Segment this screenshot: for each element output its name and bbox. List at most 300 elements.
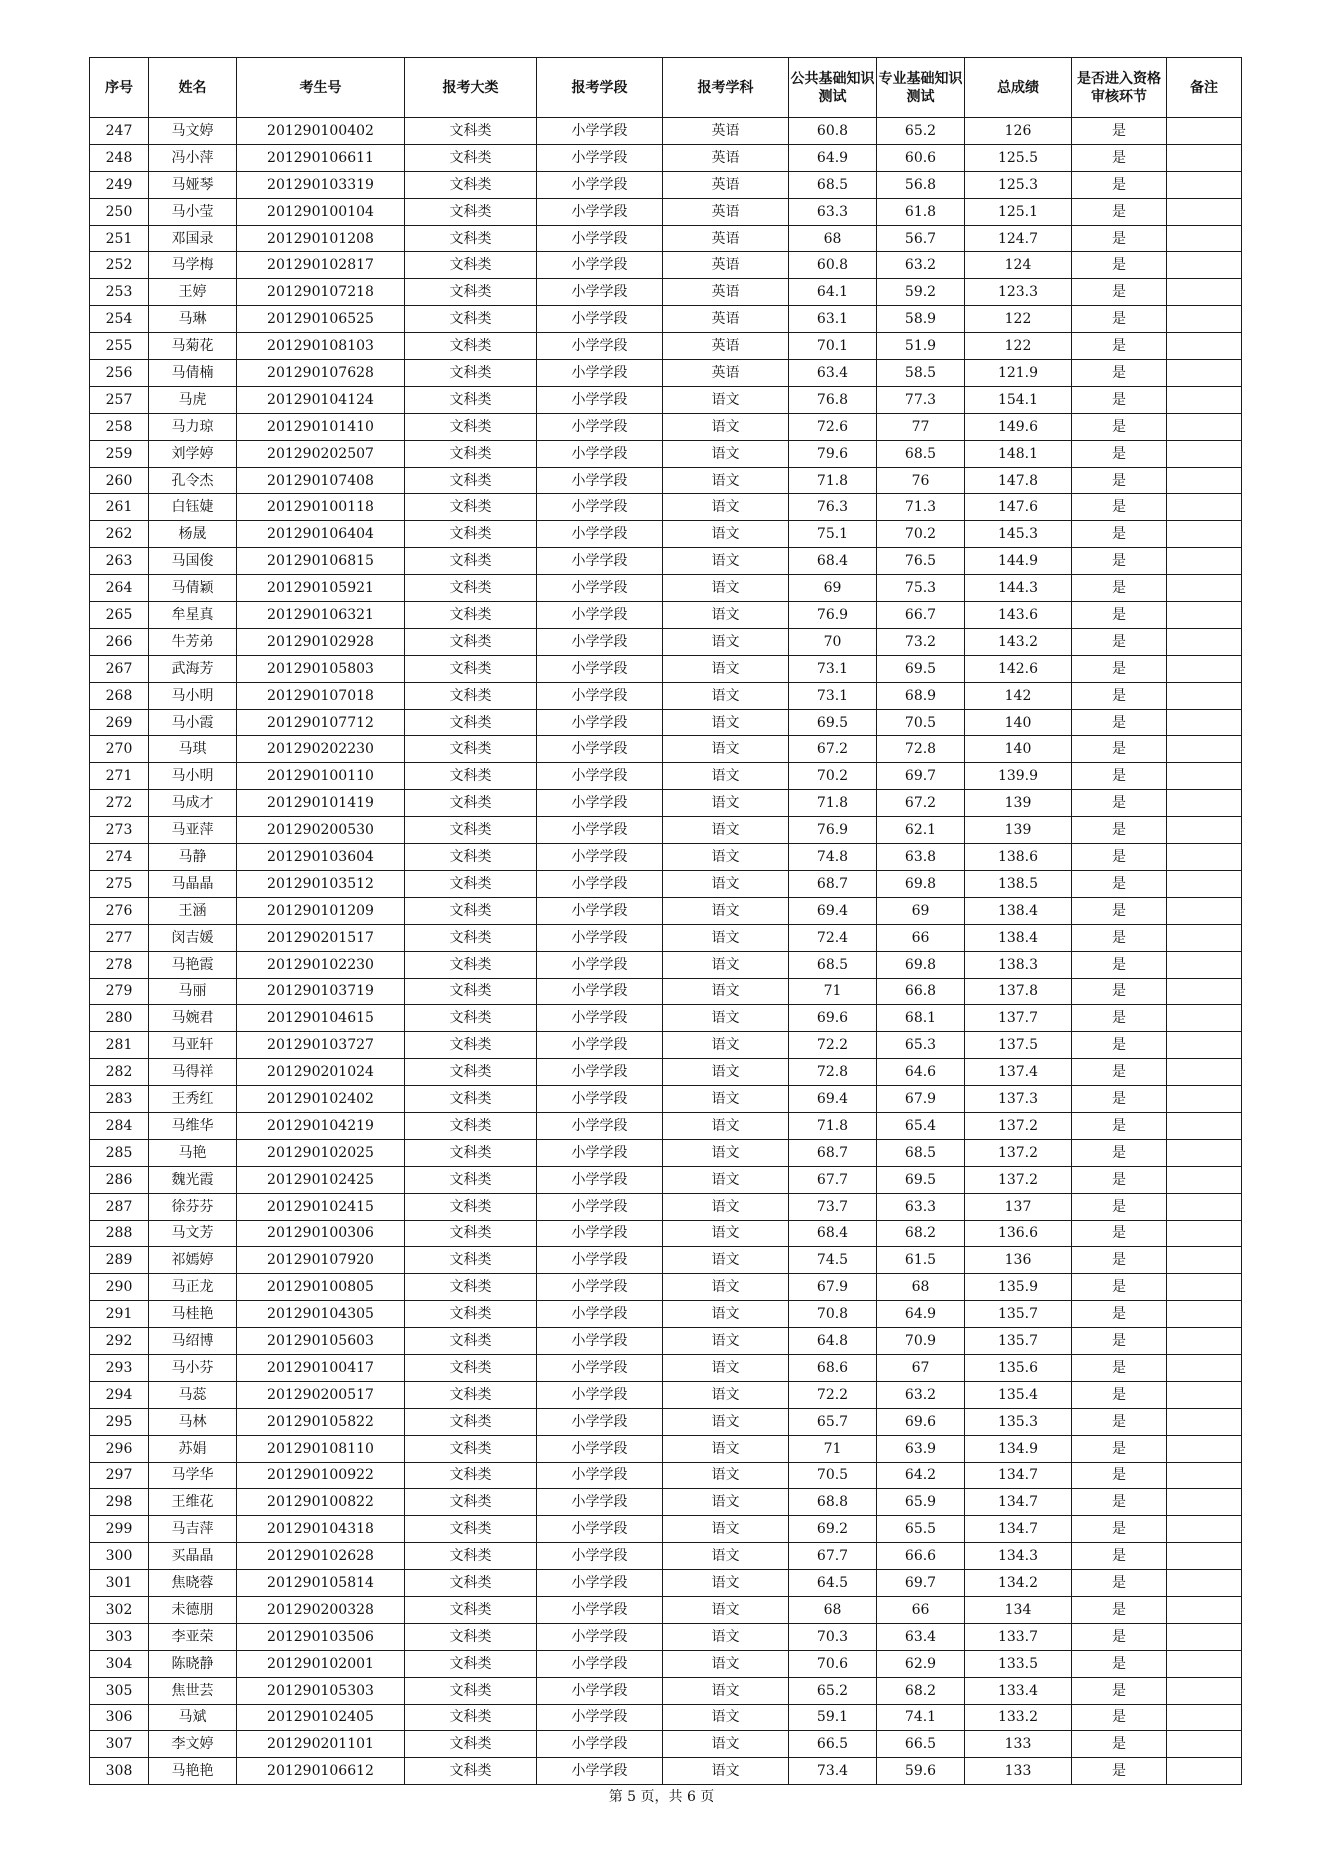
cell-col-category: 文科类 xyxy=(405,1596,537,1623)
cell-col-qualified: 是 xyxy=(1072,198,1167,225)
cell-col-public-test: 75.1 xyxy=(789,521,877,548)
cell-col-exam-id: 201290100805 xyxy=(237,1274,405,1301)
cell-col-public-test: 67.2 xyxy=(789,736,877,763)
cell-col-stage: 小学学段 xyxy=(537,1139,663,1166)
cell-col-index: 265 xyxy=(90,602,149,629)
cell-col-public-test: 64.8 xyxy=(789,1328,877,1355)
cell-col-index: 269 xyxy=(90,709,149,736)
cell-col-exam-id: 201290105822 xyxy=(237,1408,405,1435)
cell-col-qualified: 是 xyxy=(1072,306,1167,333)
cell-col-stage: 小学学段 xyxy=(537,413,663,440)
table-row xyxy=(90,1570,1242,1597)
cell-col-exam-id: 201290101419 xyxy=(237,790,405,817)
cell-col-name: 马静 xyxy=(149,844,237,871)
cell-col-stage: 小学学段 xyxy=(537,897,663,924)
table-row xyxy=(90,924,1242,951)
cell-col-category: 文科类 xyxy=(405,1758,537,1785)
cell-col-professional-test: 69.6 xyxy=(877,1408,965,1435)
table-row xyxy=(90,682,1242,709)
cell-col-total: 123.3 xyxy=(965,279,1072,306)
cell-col-stage: 小学学段 xyxy=(537,1704,663,1731)
cell-col-qualified: 是 xyxy=(1072,978,1167,1005)
cell-col-subject: 语文 xyxy=(663,1005,789,1032)
cell-col-public-test: 64.1 xyxy=(789,279,877,306)
cell-col-subject: 语文 xyxy=(663,817,789,844)
cell-col-total: 137.8 xyxy=(965,978,1072,1005)
cell-col-total: 135.6 xyxy=(965,1354,1072,1381)
cell-col-total: 133 xyxy=(965,1731,1072,1758)
cell-col-exam-id: 201290106321 xyxy=(237,602,405,629)
cell-col-exam-id: 201290105303 xyxy=(237,1677,405,1704)
cell-col-exam-id: 201290103512 xyxy=(237,870,405,897)
cell-col-index: 252 xyxy=(90,252,149,279)
cell-col-name: 马吉萍 xyxy=(149,1516,237,1543)
cell-col-remarks xyxy=(1167,844,1242,871)
cell-col-name: 马学华 xyxy=(149,1462,237,1489)
table-row xyxy=(90,1489,1242,1516)
cell-col-index: 303 xyxy=(90,1623,149,1650)
cell-col-category: 文科类 xyxy=(405,602,537,629)
cell-col-stage: 小学学段 xyxy=(537,118,663,145)
cell-col-index: 306 xyxy=(90,1704,149,1731)
cell-col-category: 文科类 xyxy=(405,575,537,602)
cell-col-category: 文科类 xyxy=(405,790,537,817)
table-row xyxy=(90,1381,1242,1408)
page-footer: 第 5 页，共 6 页 xyxy=(608,1789,715,1805)
cell-col-category: 文科类 xyxy=(405,386,537,413)
cell-col-public-test: 63.4 xyxy=(789,360,877,387)
cell-col-professional-test: 66.6 xyxy=(877,1543,965,1570)
cell-col-remarks xyxy=(1167,1704,1242,1731)
cell-col-professional-test: 77 xyxy=(877,413,965,440)
cell-col-remarks xyxy=(1167,575,1242,602)
table-row xyxy=(90,575,1242,602)
cell-col-public-test: 69 xyxy=(789,575,877,602)
cell-col-subject: 语文 xyxy=(663,1112,789,1139)
cell-col-index: 254 xyxy=(90,306,149,333)
cell-col-professional-test: 69.8 xyxy=(877,951,965,978)
cell-col-total: 135.7 xyxy=(965,1328,1072,1355)
cell-col-public-test: 68.6 xyxy=(789,1354,877,1381)
cell-col-subject: 语文 xyxy=(663,467,789,494)
cell-col-exam-id: 201290100417 xyxy=(237,1354,405,1381)
cell-col-qualified: 是 xyxy=(1072,1032,1167,1059)
cell-col-professional-test: 68.2 xyxy=(877,1220,965,1247)
cell-col-total: 124.7 xyxy=(965,225,1072,252)
cell-col-total: 144.3 xyxy=(965,575,1072,602)
cell-col-remarks xyxy=(1167,1193,1242,1220)
cell-col-public-test: 64.5 xyxy=(789,1570,877,1597)
cell-col-index: 301 xyxy=(90,1570,149,1597)
cell-col-remarks xyxy=(1167,1677,1242,1704)
cell-col-remarks xyxy=(1167,1758,1242,1785)
cell-col-remarks xyxy=(1167,870,1242,897)
cell-col-stage: 小学学段 xyxy=(537,1596,663,1623)
cell-col-stage: 小学学段 xyxy=(537,763,663,790)
cell-col-name: 买晶晶 xyxy=(149,1543,237,1570)
cell-col-index: 294 xyxy=(90,1381,149,1408)
cell-col-total: 140 xyxy=(965,709,1072,736)
cell-col-category: 文科类 xyxy=(405,1435,537,1462)
cell-col-exam-id: 201290102230 xyxy=(237,951,405,978)
cell-col-index: 298 xyxy=(90,1489,149,1516)
cell-col-index: 247 xyxy=(90,118,149,145)
cell-col-remarks xyxy=(1167,1274,1242,1301)
cell-col-subject: 语文 xyxy=(663,1166,789,1193)
cell-col-category: 文科类 xyxy=(405,1032,537,1059)
cell-col-index: 259 xyxy=(90,440,149,467)
cell-col-category: 文科类 xyxy=(405,198,537,225)
cell-col-total: 147.6 xyxy=(965,494,1072,521)
cell-col-professional-test: 68.9 xyxy=(877,682,965,709)
cell-col-professional-test: 60.6 xyxy=(877,144,965,171)
cell-col-remarks xyxy=(1167,1435,1242,1462)
cell-col-qualified: 是 xyxy=(1072,333,1167,360)
cell-col-exam-id: 201290101209 xyxy=(237,897,405,924)
cell-col-index: 250 xyxy=(90,198,149,225)
table-row xyxy=(90,1301,1242,1328)
cell-col-subject: 英语 xyxy=(663,171,789,198)
cell-col-stage: 小学学段 xyxy=(537,360,663,387)
cell-col-subject: 语文 xyxy=(663,1032,789,1059)
cell-col-subject: 英语 xyxy=(663,360,789,387)
table-row xyxy=(90,1704,1242,1731)
cell-col-index: 268 xyxy=(90,682,149,709)
cell-col-subject: 语文 xyxy=(663,1516,789,1543)
cell-col-qualified: 是 xyxy=(1072,1650,1167,1677)
cell-col-public-test: 69.4 xyxy=(789,897,877,924)
cell-col-subject: 语文 xyxy=(663,1381,789,1408)
cell-col-exam-id: 201290102628 xyxy=(237,1543,405,1570)
cell-col-total: 134.2 xyxy=(965,1570,1072,1597)
cell-col-professional-test: 68.2 xyxy=(877,1677,965,1704)
cell-col-subject: 英语 xyxy=(663,333,789,360)
cell-col-public-test: 68.5 xyxy=(789,951,877,978)
cell-col-qualified: 是 xyxy=(1072,1112,1167,1139)
cell-col-exam-id: 201290107018 xyxy=(237,682,405,709)
cell-col-qualified: 是 xyxy=(1072,1677,1167,1704)
cell-col-subject: 语文 xyxy=(663,1543,789,1570)
cell-col-public-test: 60.8 xyxy=(789,118,877,145)
cell-col-category: 文科类 xyxy=(405,1301,537,1328)
table-row xyxy=(90,1139,1242,1166)
cell-col-category: 文科类 xyxy=(405,1650,537,1677)
cell-col-professional-test: 64.9 xyxy=(877,1301,965,1328)
cell-col-total: 137.2 xyxy=(965,1139,1072,1166)
cell-col-index: 272 xyxy=(90,790,149,817)
cell-col-stage: 小学学段 xyxy=(537,279,663,306)
cell-col-exam-id: 201290104305 xyxy=(237,1301,405,1328)
cell-col-public-test: 72.8 xyxy=(789,1059,877,1086)
cell-col-subject: 语文 xyxy=(663,870,789,897)
cell-col-name: 王婷 xyxy=(149,279,237,306)
cell-col-category: 文科类 xyxy=(405,709,537,736)
cell-col-category: 文科类 xyxy=(405,978,537,1005)
cell-col-professional-test: 56.7 xyxy=(877,225,965,252)
cell-col-remarks xyxy=(1167,1247,1242,1274)
cell-col-name: 马小明 xyxy=(149,682,237,709)
cell-col-public-test: 70.3 xyxy=(789,1623,877,1650)
cell-col-public-test: 65.2 xyxy=(789,1677,877,1704)
cell-col-exam-id: 201290202507 xyxy=(237,440,405,467)
table-row xyxy=(90,1516,1242,1543)
cell-col-public-test: 68.8 xyxy=(789,1489,877,1516)
cell-col-stage: 小学学段 xyxy=(537,790,663,817)
cell-col-name: 马琳 xyxy=(149,306,237,333)
table-row xyxy=(90,333,1242,360)
cell-col-professional-test: 63.3 xyxy=(877,1193,965,1220)
header-col-public-test: 公共基础知识测试 xyxy=(789,58,877,118)
cell-col-name: 马虎 xyxy=(149,386,237,413)
cell-col-category: 文科类 xyxy=(405,118,537,145)
cell-col-name: 马力琼 xyxy=(149,413,237,440)
table-row xyxy=(90,1032,1242,1059)
cell-col-name: 马倩颖 xyxy=(149,575,237,602)
cell-col-stage: 小学学段 xyxy=(537,1408,663,1435)
cell-col-subject: 语文 xyxy=(663,1650,789,1677)
cell-col-qualified: 是 xyxy=(1072,602,1167,629)
cell-col-total: 136.6 xyxy=(965,1220,1072,1247)
cell-col-index: 258 xyxy=(90,413,149,440)
cell-col-qualified: 是 xyxy=(1072,655,1167,682)
cell-col-subject: 英语 xyxy=(663,279,789,306)
cell-col-qualified: 是 xyxy=(1072,1623,1167,1650)
cell-col-subject: 语文 xyxy=(663,440,789,467)
cell-col-exam-id: 201290104615 xyxy=(237,1005,405,1032)
cell-col-name: 马斌 xyxy=(149,1704,237,1731)
cell-col-exam-id: 201290200530 xyxy=(237,817,405,844)
cell-col-name: 马小芬 xyxy=(149,1354,237,1381)
cell-col-stage: 小学学段 xyxy=(537,1731,663,1758)
cell-col-qualified: 是 xyxy=(1072,386,1167,413)
cell-col-total: 135.9 xyxy=(965,1274,1072,1301)
cell-col-professional-test: 63.2 xyxy=(877,1381,965,1408)
table-row xyxy=(90,1596,1242,1623)
cell-col-index: 277 xyxy=(90,924,149,951)
cell-col-total: 134.7 xyxy=(965,1516,1072,1543)
cell-col-exam-id: 201290106612 xyxy=(237,1758,405,1785)
cell-col-remarks xyxy=(1167,171,1242,198)
cell-col-subject: 语文 xyxy=(663,1731,789,1758)
cell-col-stage: 小学学段 xyxy=(537,1543,663,1570)
cell-col-qualified: 是 xyxy=(1072,1570,1167,1597)
cell-col-public-test: 74.8 xyxy=(789,844,877,871)
cell-col-name: 马成才 xyxy=(149,790,237,817)
cell-col-exam-id: 201290101208 xyxy=(237,225,405,252)
cell-col-category: 文科类 xyxy=(405,951,537,978)
cell-col-exam-id: 201290107920 xyxy=(237,1247,405,1274)
cell-col-qualified: 是 xyxy=(1072,548,1167,575)
table-row xyxy=(90,306,1242,333)
cell-col-category: 文科类 xyxy=(405,1623,537,1650)
cell-col-total: 139.9 xyxy=(965,763,1072,790)
cell-col-total: 140 xyxy=(965,736,1072,763)
cell-col-index: 278 xyxy=(90,951,149,978)
cell-col-index: 304 xyxy=(90,1650,149,1677)
cell-col-total: 125.1 xyxy=(965,198,1072,225)
cell-col-remarks xyxy=(1167,763,1242,790)
cell-col-subject: 语文 xyxy=(663,736,789,763)
cell-col-remarks xyxy=(1167,118,1242,145)
cell-col-public-test: 69.2 xyxy=(789,1516,877,1543)
cell-col-subject: 语文 xyxy=(663,386,789,413)
cell-col-total: 149.6 xyxy=(965,413,1072,440)
cell-col-qualified: 是 xyxy=(1072,763,1167,790)
cell-col-stage: 小学学段 xyxy=(537,575,663,602)
cell-col-total: 139 xyxy=(965,790,1072,817)
cell-col-name: 马娅琴 xyxy=(149,171,237,198)
cell-col-total: 134.9 xyxy=(965,1435,1072,1462)
cell-col-name: 马艳霞 xyxy=(149,951,237,978)
cell-col-public-test: 71 xyxy=(789,1435,877,1462)
cell-col-category: 文科类 xyxy=(405,628,537,655)
table-row xyxy=(90,1650,1242,1677)
cell-col-subject: 语文 xyxy=(663,844,789,871)
cell-col-total: 144.9 xyxy=(965,548,1072,575)
cell-col-total: 136 xyxy=(965,1247,1072,1274)
cell-col-index: 262 xyxy=(90,521,149,548)
cell-col-stage: 小学学段 xyxy=(537,1301,663,1328)
cell-col-stage: 小学学段 xyxy=(537,225,663,252)
cell-col-qualified: 是 xyxy=(1072,951,1167,978)
cell-col-stage: 小学学段 xyxy=(537,1005,663,1032)
cell-col-name: 武海芳 xyxy=(149,655,237,682)
cell-col-remarks xyxy=(1167,1489,1242,1516)
cell-col-remarks xyxy=(1167,306,1242,333)
cell-col-name: 马婉君 xyxy=(149,1005,237,1032)
cell-col-name: 马维华 xyxy=(149,1112,237,1139)
cell-col-qualified: 是 xyxy=(1072,279,1167,306)
cell-col-category: 文科类 xyxy=(405,844,537,871)
table-row xyxy=(90,897,1242,924)
cell-col-index: 295 xyxy=(90,1408,149,1435)
cell-col-subject: 语文 xyxy=(663,1758,789,1785)
cell-col-professional-test: 68 xyxy=(877,1274,965,1301)
cell-col-qualified: 是 xyxy=(1072,1731,1167,1758)
cell-col-qualified: 是 xyxy=(1072,252,1167,279)
cell-col-name: 马桂艳 xyxy=(149,1301,237,1328)
cell-col-stage: 小学学段 xyxy=(537,494,663,521)
cell-col-professional-test: 64.2 xyxy=(877,1462,965,1489)
cell-col-remarks xyxy=(1167,1220,1242,1247)
cell-col-stage: 小学学段 xyxy=(537,682,663,709)
cell-col-subject: 语文 xyxy=(663,1220,789,1247)
cell-col-qualified: 是 xyxy=(1072,790,1167,817)
cell-col-professional-test: 66.5 xyxy=(877,1731,965,1758)
cell-col-stage: 小学学段 xyxy=(537,548,663,575)
table-row xyxy=(90,655,1242,682)
cell-col-public-test: 70.6 xyxy=(789,1650,877,1677)
cell-col-index: 260 xyxy=(90,467,149,494)
table-row xyxy=(90,1408,1242,1435)
cell-col-category: 文科类 xyxy=(405,736,537,763)
cell-col-index: 300 xyxy=(90,1543,149,1570)
cell-col-professional-test: 63.4 xyxy=(877,1623,965,1650)
cell-col-exam-id: 201290105603 xyxy=(237,1328,405,1355)
cell-col-subject: 语文 xyxy=(663,1193,789,1220)
cell-col-professional-test: 66.7 xyxy=(877,602,965,629)
header-col-stage: 报考学段 xyxy=(537,58,663,118)
cell-col-remarks xyxy=(1167,494,1242,521)
cell-col-qualified: 是 xyxy=(1072,575,1167,602)
cell-col-total: 138.3 xyxy=(965,951,1072,978)
cell-col-professional-test: 62.9 xyxy=(877,1650,965,1677)
cell-col-exam-id: 201290102001 xyxy=(237,1650,405,1677)
cell-col-total: 154.1 xyxy=(965,386,1072,413)
cell-col-stage: 小学学段 xyxy=(537,1274,663,1301)
cell-col-subject: 语文 xyxy=(663,548,789,575)
cell-col-subject: 语文 xyxy=(663,1328,789,1355)
cell-col-category: 文科类 xyxy=(405,817,537,844)
cell-col-name: 马文芳 xyxy=(149,1220,237,1247)
table-row xyxy=(90,709,1242,736)
cell-col-total: 134.7 xyxy=(965,1462,1072,1489)
cell-col-exam-id: 201290103506 xyxy=(237,1623,405,1650)
cell-col-public-test: 71 xyxy=(789,978,877,1005)
cell-col-qualified: 是 xyxy=(1072,1005,1167,1032)
cell-col-total: 147.8 xyxy=(965,467,1072,494)
cell-col-name: 冯小萍 xyxy=(149,144,237,171)
cell-col-professional-test: 65.4 xyxy=(877,1112,965,1139)
cell-col-exam-id: 201290104124 xyxy=(237,386,405,413)
cell-col-qualified: 是 xyxy=(1072,1381,1167,1408)
table-row xyxy=(90,817,1242,844)
cell-col-public-test: 74.5 xyxy=(789,1247,877,1274)
cell-col-professional-test: 59.2 xyxy=(877,279,965,306)
cell-col-public-test: 76.9 xyxy=(789,602,877,629)
cell-col-stage: 小学学段 xyxy=(537,1086,663,1113)
header-col-subject: 报考学科 xyxy=(663,58,789,118)
cell-col-category: 文科类 xyxy=(405,252,537,279)
cell-col-name: 马亚萍 xyxy=(149,817,237,844)
cell-col-name: 马学梅 xyxy=(149,252,237,279)
cell-col-remarks xyxy=(1167,279,1242,306)
table-row xyxy=(90,1247,1242,1274)
cell-col-name: 马正龙 xyxy=(149,1274,237,1301)
cell-col-professional-test: 69.5 xyxy=(877,655,965,682)
cell-col-total: 135.7 xyxy=(965,1301,1072,1328)
cell-col-category: 文科类 xyxy=(405,655,537,682)
cell-col-stage: 小学学段 xyxy=(537,1193,663,1220)
header-col-exam-id: 考生号 xyxy=(237,58,405,118)
cell-col-name: 马林 xyxy=(149,1408,237,1435)
cell-col-index: 291 xyxy=(90,1301,149,1328)
cell-col-professional-test: 68.1 xyxy=(877,1005,965,1032)
cell-col-professional-test: 58.5 xyxy=(877,360,965,387)
header-col-index: 序号 xyxy=(90,58,149,118)
cell-col-stage: 小学学段 xyxy=(537,870,663,897)
cell-col-total: 134.3 xyxy=(965,1543,1072,1570)
cell-col-subject: 语文 xyxy=(663,494,789,521)
table-row xyxy=(90,628,1242,655)
cell-col-subject: 语文 xyxy=(663,1462,789,1489)
cell-col-professional-test: 69.5 xyxy=(877,1166,965,1193)
cell-col-category: 文科类 xyxy=(405,1220,537,1247)
cell-col-index: 282 xyxy=(90,1059,149,1086)
cell-col-professional-test: 66.8 xyxy=(877,978,965,1005)
cell-col-professional-test: 51.9 xyxy=(877,333,965,360)
cell-col-exam-id: 201290103319 xyxy=(237,171,405,198)
cell-col-total: 135.3 xyxy=(965,1408,1072,1435)
table-row xyxy=(90,736,1242,763)
cell-col-exam-id: 201290202230 xyxy=(237,736,405,763)
cell-col-remarks xyxy=(1167,386,1242,413)
cell-col-public-test: 67.9 xyxy=(789,1274,877,1301)
cell-col-exam-id: 201290106611 xyxy=(237,144,405,171)
cell-col-stage: 小学学段 xyxy=(537,171,663,198)
cell-col-public-test: 71.8 xyxy=(789,1112,877,1139)
cell-col-public-test: 63.3 xyxy=(789,198,877,225)
